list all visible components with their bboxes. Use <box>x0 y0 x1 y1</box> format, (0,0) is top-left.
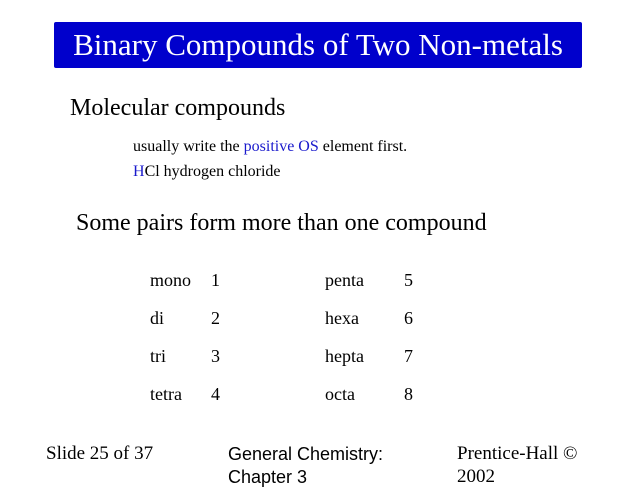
slide-title: Binary Compounds of Two Non-metals <box>73 27 563 62</box>
prefix-number: 3 <box>211 346 220 366</box>
prefix-number: 8 <box>404 384 413 404</box>
prefix-number: 4 <box>211 384 220 404</box>
example-post: Cl hydrogen chloride <box>144 163 281 180</box>
molecular-compounds-heading: Molecular compounds <box>70 95 286 121</box>
example-highlight: H <box>133 163 145 180</box>
title-bar <box>54 22 582 68</box>
rule-note-pre: usually write the <box>133 138 244 155</box>
prefix-name: tetra <box>150 384 182 404</box>
prefix-name: mono <box>150 270 192 290</box>
prefix-name: tri <box>150 346 166 366</box>
prefix-name: penta <box>325 270 364 290</box>
prefix-number: 5 <box>404 270 413 290</box>
prefix-number: 7 <box>404 346 413 366</box>
slide-number: Slide 25 of 37 <box>46 443 154 464</box>
example-note <box>133 163 281 181</box>
prefix-name: octa <box>325 384 355 404</box>
prefix-name: di <box>150 308 165 328</box>
prefix-name: hexa <box>325 308 359 328</box>
prefix-number: 2 <box>211 308 220 328</box>
publisher-line-1: Prentice-Hall © <box>457 443 578 464</box>
prefix-number: 1 <box>211 270 220 290</box>
prefix-number: 6 <box>404 308 413 328</box>
pairs-heading: Some pairs form more than one compound <box>76 210 487 236</box>
publisher-line-2: 2002 <box>457 466 495 487</box>
rule-note-post: element first. <box>318 138 408 155</box>
prefix-name: hepta <box>325 346 364 366</box>
course-line-2: Chapter 3 <box>228 467 308 487</box>
course-line-1: General Chemistry: <box>228 444 384 464</box>
rule-note <box>133 138 407 156</box>
rule-note-highlight: positive OS <box>243 138 319 155</box>
